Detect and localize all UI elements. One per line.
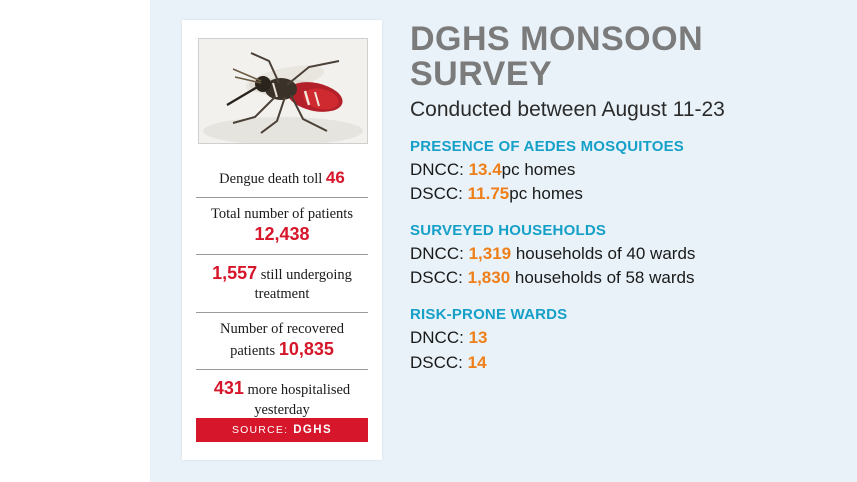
line-value: 1,830 [467,268,511,288]
statistics-card [182,20,382,460]
line-value: 14 [467,352,487,372]
page-subtitle: Conducted between August 11-23 [410,98,725,122]
line-suffix: pc homes [509,184,583,204]
page-title: DGHS MONSOON SURVEY [410,20,704,94]
stat-list [196,160,368,428]
stat-value: 1,557 [212,263,258,284]
stat-text-after: more hospitalised yesterday [243,382,351,418]
section-surveyed-households [410,222,840,290]
section-line [410,158,840,182]
line-label: DSCC: [410,268,468,288]
line-label: DNCC: [410,244,469,264]
stat-text-before: Dengue death toll [219,171,326,187]
section-presence-of-aedes-mosquitoes [410,138,840,206]
stat-row [196,160,368,197]
source-label: SOURCE: [231,424,289,436]
section-heading: RISK-PRONE WARDS [410,306,568,324]
section-line [410,182,840,206]
stat-text-after: still undergoing treatment [254,267,352,303]
source-bar [196,418,368,442]
line-label: DNCC: [410,328,469,348]
line-label: DSCC: [410,184,468,204]
stat-row [196,312,368,370]
mosquito-illustration [199,39,367,143]
source-name: DGHS [293,424,333,436]
line-suffix: pc homes [501,159,576,179]
line-value: 13.4 [468,159,502,179]
stat-text-before: Number of recovered patients [220,320,344,360]
line-label: DSCC: [410,352,468,372]
line-value: 1,319 [468,244,512,264]
line-label: DNCC: [410,159,469,179]
stat-value: 431 [213,378,244,399]
stat-row [196,254,368,312]
section-line [410,326,840,350]
stat-value: 46 [325,168,345,187]
stat-value: 10,835 [278,339,334,360]
survey-details [410,22,840,375]
line-suffix: households of 58 wards [510,268,695,288]
stat-value: 12,438 [254,224,310,245]
stat-text-before: Total number of patients [211,205,353,222]
section-line [410,242,840,266]
line-value: 11.75 [467,184,510,204]
section-line [410,266,840,290]
line-value: 13 [468,328,488,348]
section-heading: PRESENCE OF AEDES MOSQUITOES [410,137,684,155]
stat-row [196,197,368,255]
mosquito-photo [198,38,368,144]
section-heading: SURVEYED HOUSEHOLDS [410,222,607,240]
section-risk-prone-wards [410,306,840,374]
section-line [410,351,840,375]
line-suffix: households of 40 wards [511,244,696,264]
